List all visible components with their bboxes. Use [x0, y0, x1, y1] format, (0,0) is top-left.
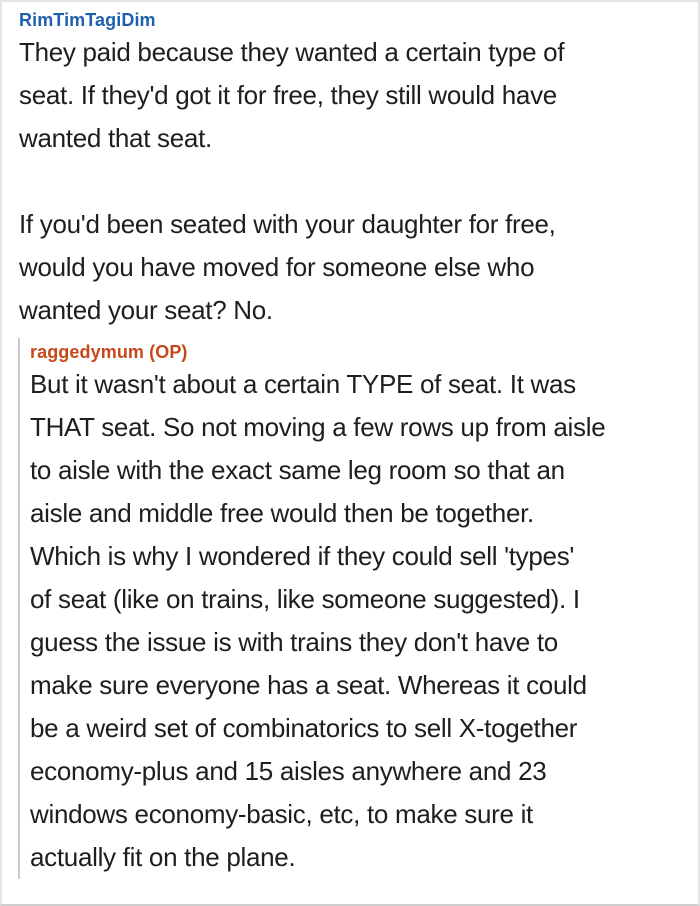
comment-text-line: economy-plus and 15 aisles anywhere and 23 [30, 756, 547, 786]
comment-text-line: actually fit on the plane. [30, 842, 296, 872]
comment-text-line: make sure everyone has a seat. Whereas it could [30, 670, 587, 700]
comment-text-line: Which is why I wondered if they could sell 'types' [30, 541, 575, 571]
comment-text-line: would you have moved for someone else who [19, 252, 535, 282]
comment-text-line: wanted that seat. [19, 123, 212, 153]
comment-text-line: wanted your seat? No. [19, 295, 273, 325]
comment-text-line: guess the issue is with trains they don't have to [30, 627, 558, 657]
comment-text-line: But it wasn't about a certain TYPE of seat. It was [30, 369, 576, 399]
comment-text-line: seat. If they'd got it for free, they still would have [19, 80, 557, 110]
comment-text-line: THAT seat. So not moving a few rows up from aisle [30, 412, 606, 442]
comment-text-line: If you'd been seated with your daughter for free, [19, 209, 556, 239]
reply-comment [18, 338, 698, 879]
comment-text-line: to aisle with the exact same leg room so that an [30, 455, 565, 485]
comment-text-line: windows economy-basic, etc, to make sure it [30, 799, 533, 829]
comment [19, 9, 698, 332]
reply-author-username[interactable]: raggedymum (OP) [30, 342, 188, 362]
comment-text-line: be a weird set of combinatorics to sell X-together [30, 713, 578, 743]
comment-text-line: aisle and middle free would then be together. [30, 498, 534, 528]
comment-paragraph [19, 203, 698, 332]
comment-text-line: They paid because they wanted a certain type of [19, 37, 565, 67]
comment-text-line: of seat (like on trains, like someone suggested). I [30, 584, 580, 614]
comment-paragraph [30, 363, 698, 879]
comment-author-username[interactable]: RimTimTagiDim [19, 10, 156, 30]
comment-paragraph [19, 31, 698, 160]
